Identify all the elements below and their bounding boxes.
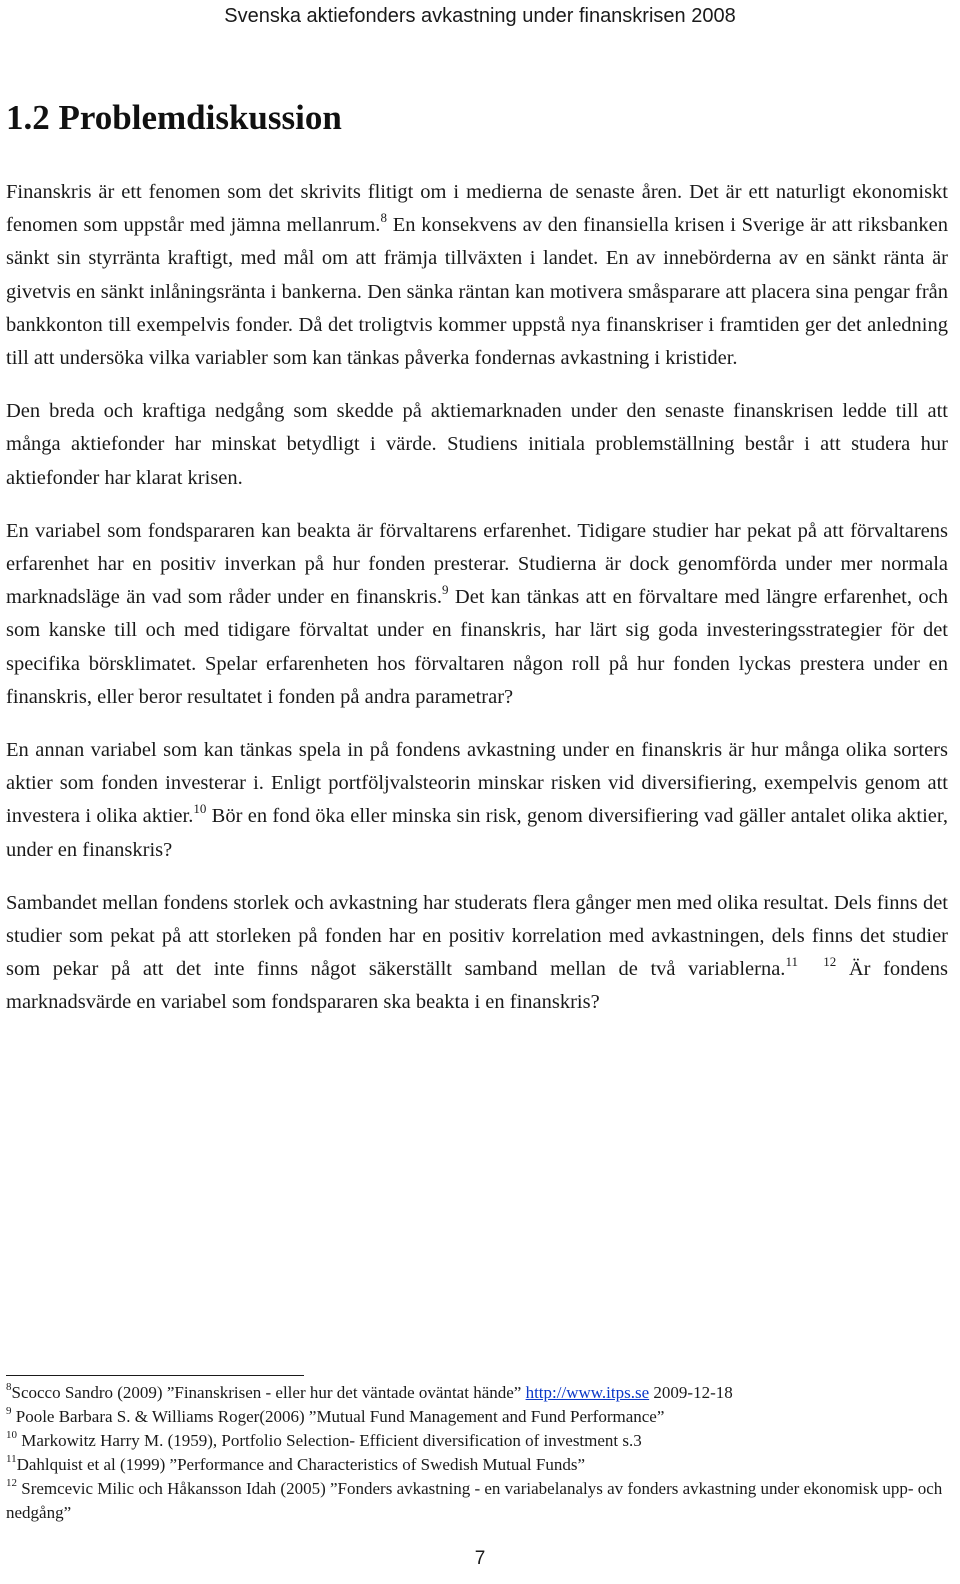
paragraph-1-text-a: Finanskris är ett fenomen som det skrivits flitigt om i medierna de senaste åren. Det är ett naturligt ekonomiskt fenomen som uppstår med jämna mellanrum. xyxy=(6,181,948,237)
footnote-number: 10 xyxy=(6,1429,17,1441)
footnotes xyxy=(6,1381,948,1525)
paragraph-4-text-a: En annan variabel som kan tänkas spela in på fondens avkastning under en finanskris är hur många olika sorters aktier som fonden investerar i. Enligt portföljvalsteorin minskar risken vid diversifiering, exempelvis genom att investera i olika aktier. xyxy=(6,739,948,828)
footnote-text: Scocco Sandro (2009) ”Finanskrisen - eller hur det väntade oväntat hände” xyxy=(11,1383,526,1402)
paragraph-2 xyxy=(6,395,948,495)
footnote-ref-10[interactable]: 10 xyxy=(193,801,207,817)
footnote-ref-11[interactable]: 11 xyxy=(785,954,798,970)
footnote-ref-12[interactable]: 12 xyxy=(823,954,837,970)
footnote-12 xyxy=(6,1477,948,1525)
footnote-number: 8 xyxy=(6,1381,12,1393)
paragraph-4 xyxy=(6,734,948,867)
footnote-ref-8[interactable]: 8 xyxy=(380,210,387,226)
footnote-separator xyxy=(6,1375,304,1376)
paragraph-4-text-b: Bör en fond öka eller minska sin risk, genom diversifiering vad gäller antalet olika aktier, under en finanskris? xyxy=(6,805,949,861)
paragraph-5-text-a: Sambandet mellan fondens storlek och avkastning har studerats flera gånger men med olika resultat. Dels finns det studier som pekat på att storleken på fonden har en positiv korrelation med avkastningen, dels finns det studier som pekar på att det inte finns något säkerställt samband mellan de två variablerna. xyxy=(6,891,948,981)
running-header: Svenska aktiefonders avkastning under finanskrisen 2008 xyxy=(224,5,736,27)
footnote-text: Markowitz Harry M. (1959), Portfolio Selection- Efficient diversification of investment s.3 xyxy=(17,1431,642,1450)
footnote-link[interactable]: http://www.itps.se xyxy=(525,1383,650,1402)
paragraph-5 xyxy=(6,887,948,1020)
footnote-text: Dahlquist et al (1999) ”Performance and Characteristics of Swedish Mutual Funds” xyxy=(16,1455,586,1474)
paragraph-2-text: Den breda och kraftiga nedgång som skedde på aktiemarknaden under den senaste finanskrisen ledde till att många aktiefonder har minskat betydligt i värde. Studiens initiala problemställning består i att studera hur aktiefonder har klarat krisen. xyxy=(6,400,948,489)
footnote-11 xyxy=(6,1453,948,1477)
footnote-8 xyxy=(6,1381,948,1405)
footnote-text: Poole Barbara S. & Williams Roger(2006) ”Mutual Fund Management and Fund Performance” xyxy=(11,1407,665,1426)
paragraph-1-text-b: En konsekvens av den finansiella krisen i Sverige är att riksbanken sänkt sin styrränta kraftigt, med mål om att främja tillväxten i landet. En av innebörderna av en sänkt ränta är givetvis en sänkt inlåningsränta i bankerna. Den sänka räntan kan motivera småsparare att placera sina pengar från bankkonton till exempelvis fonder. Då det troligtvis kommer uppstå nya finanskriser i framtiden ger det anledning till att undersöka vilka variabler som kan tänkas påverka fondernas avkastning i kristider. xyxy=(6,214,948,370)
footnote-ref-9[interactable]: 9 xyxy=(441,582,449,598)
paragraph-3 xyxy=(6,515,948,714)
footnote-10 xyxy=(6,1429,948,1453)
footnote-text: Sremcevic Milic och Håkansson Idah (2005) ”Fonders avkastning - en variabelanalys av fonders avkastning under ekonomisk upp- och nedgång” xyxy=(6,1479,943,1522)
paragraph-3-text-b: Det kan tänkas att en förvaltare med längre erfarenhet, och som kanske till och med tidigare förvaltat under en finanskris, har lärt sig goda investeringsstrategier för det specifika börsklimatet. Spelar erfarenheten hos förvaltaren någon roll på hur fonden lyckas prestera under en finanskris, eller beror resultatet i fonden på andra parametrar? xyxy=(6,586,948,708)
body-text xyxy=(6,176,948,1040)
paragraph-3-text-a: En variabel som fondspararen kan beakta är förvaltarens erfarenhet. Tidigare studier har pekat på att förvaltarens erfarenhet har en positiv inverkan på hur fonden presterar. Studierna är dock genomförda under mer normala marknadsläge än vad som råder under en finanskris. xyxy=(6,519,948,609)
section-heading: 1.2 Problemdiskussion xyxy=(6,98,342,137)
footnote-date: 2009-12-18 xyxy=(649,1383,733,1402)
page-number: 7 xyxy=(474,1548,486,1569)
paragraph-5-text-b: Är fondens marknadsvärde en variabel som fondspararen ska beakta i en finanskris? xyxy=(6,958,948,1014)
footnote-number: 12 xyxy=(6,1477,17,1489)
footnote-9 xyxy=(6,1405,948,1429)
paragraph-1 xyxy=(6,176,948,375)
footnote-number: 11 xyxy=(6,1453,17,1465)
footnote-number: 9 xyxy=(6,1405,12,1417)
